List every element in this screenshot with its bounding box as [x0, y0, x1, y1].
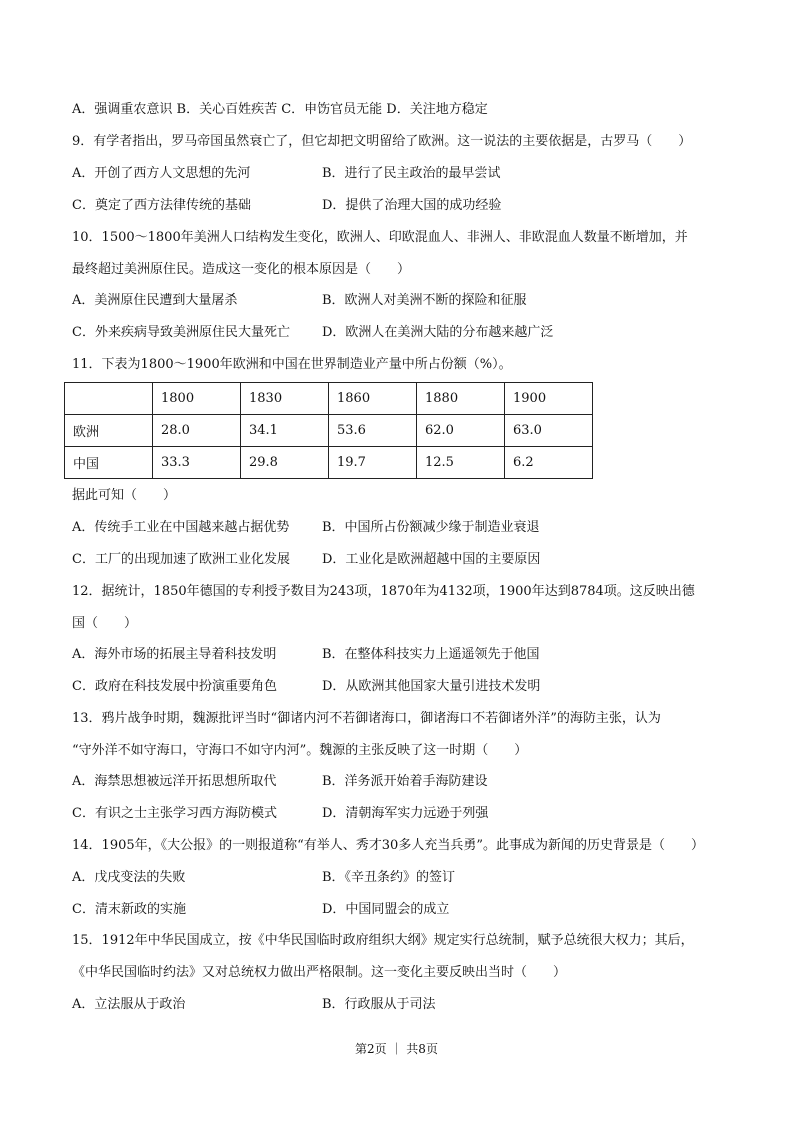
q12-option-b: B．在整体科技实力上遥遥领先于他国: [322, 647, 540, 662]
table-row: [65, 415, 593, 447]
question-14-stem: 14．1905年，《大公报》的一则报道称“有举人、秀才30多人充当兵勇”。此事成为新闻的历史背景是（ ）: [72, 838, 704, 853]
question-12-stem-line2: 国（ ）: [72, 616, 138, 631]
q12-option-c: C．政府在科技发展中扮演重要角色: [72, 679, 277, 694]
q9-option-c: C．奠定了西方法律传统的基础: [72, 198, 251, 213]
q10-option-a: A．美洲原住民遭到大量屠杀: [72, 293, 238, 308]
q11-option-b: B．中国所占份额减少缘于制造业衰退: [322, 520, 540, 535]
manufacturing-share-table: [64, 382, 593, 479]
table-cell: 19.7: [329, 447, 417, 479]
table-cell: 中国: [65, 447, 153, 479]
table-cell: 53.6: [329, 415, 417, 447]
q10-option-b: B．欧洲人对美洲不断的探险和征服: [322, 293, 527, 308]
table-cell: 34.1: [241, 415, 329, 447]
question-11-stem-2: 据此可知（ ）: [72, 488, 177, 503]
table-cell: 6.2: [505, 447, 593, 479]
question-13-stem-line1: 13．鸦片战争时期，魏源批评当时“御诸内河不若御诸海口，御诸海口不若御诸外洋”的海防主张，认为: [72, 711, 661, 726]
q12-option-a: A．海外市场的拓展主导着科技发明: [72, 647, 277, 662]
table-cell: [65, 383, 153, 415]
table-cell: 29.8: [241, 447, 329, 479]
q11-option-c: C．工厂的出现加速了欧洲工业化发展: [72, 552, 290, 567]
q11-option-d: D．工业化是欧洲超越中国的主要原因: [322, 552, 541, 567]
question-13-stem-line2: “守外洋不如守海口，守海口不如守内河”。魏源的主张反映了这一时期（ ）: [72, 743, 528, 758]
q15-option-a: A．立法服从于政治: [72, 997, 186, 1012]
q10-option-c: C．外来疾病导致美洲原住民大量死亡: [72, 325, 290, 340]
table-cell: 1860: [329, 383, 417, 415]
question-10-stem-line1: 10．1500～1800年美洲人口结构发生变化，欧洲人、印欧混血人、非洲人、非欧混血人数量不断增加，并: [72, 230, 688, 245]
question-11-stem: 11．下表为1800～1900年欧洲和中国在世界制造业产量中所占份额（%）。: [72, 357, 512, 372]
table-cell: 1900: [505, 383, 593, 415]
q13-option-d: D．清朝海军实力远逊于列强: [322, 806, 489, 821]
q9-option-b: B．进行了民主政治的最早尝试: [322, 166, 501, 181]
q9-option-a: A．开创了西方人文思想的先河: [72, 166, 251, 181]
table-cell: 62.0: [417, 415, 505, 447]
q14-option-b: B．《辛丑条约》的签订: [322, 870, 456, 885]
question-15-stem-line2: 《中华民国临时约法》又对总统权力做出严格限制。这一变化主要反映出当时（ ）: [72, 965, 567, 980]
table-cell: 12.5: [417, 447, 505, 479]
q13-option-c: C．有识之士主张学习西方海防模式: [72, 806, 277, 821]
question-8-options: A．强调重农意识 B．关心百姓疾苦 C．申饬官员无能 D．关注地方稳定: [72, 102, 488, 117]
q14-option-a: A．戊戌变法的失败: [72, 870, 186, 885]
question-15-stem-line1: 15．1912年中华民国成立，按《中华民国临时政府组织大纲》规定实行总统制，赋予总统很大权力；其后，: [72, 933, 694, 948]
q13-option-b: B．洋务派开始着手海防建设: [322, 774, 488, 789]
table-cell: 1800: [153, 383, 241, 415]
q10-option-d: D．欧洲人在美洲大陆的分布越来越广泛: [322, 325, 554, 340]
q12-option-d: D．从欧洲其他国家大量引进技术发明: [322, 679, 541, 694]
q11-option-a: A．传统手工业在中国越来越占据优势: [72, 520, 290, 535]
question-9-stem: 9．有学者指出，罗马帝国虽然衰亡了，但它却把文明留给了欧洲。这一说法的主要依据是，古罗马（ ）: [72, 134, 692, 149]
table-row: [65, 447, 593, 479]
table-cell: 1880: [417, 383, 505, 415]
table-cell: 28.0: [153, 415, 241, 447]
page-footer: 第2页 ｜ 共8页: [355, 1042, 438, 1056]
q15-option-b: B．行政服从于司法: [322, 997, 436, 1012]
q13-option-a: A．海禁思想被远洋开拓思想所取代: [72, 774, 277, 789]
table-cell: 1830: [241, 383, 329, 415]
q9-option-d: D．提供了治理大国的成功经验: [322, 198, 502, 213]
table-cell: 33.3: [153, 447, 241, 479]
question-12-stem-line1: 12．据统计，1850年德国的专利授予数目为243项，1870年为4132项，1900年达到8784项。这反映出德: [72, 584, 695, 599]
table-cell: 63.0: [505, 415, 593, 447]
table-header-row: [65, 383, 593, 415]
q14-option-d: D．中国同盟会的成立: [322, 902, 450, 917]
table-cell: 欧洲: [65, 415, 153, 447]
q14-option-c: C．清末新政的实施: [72, 902, 186, 917]
question-10-stem-line2: 最终超过美洲原住民。造成这一变化的根本原因是（ ）: [72, 262, 411, 277]
